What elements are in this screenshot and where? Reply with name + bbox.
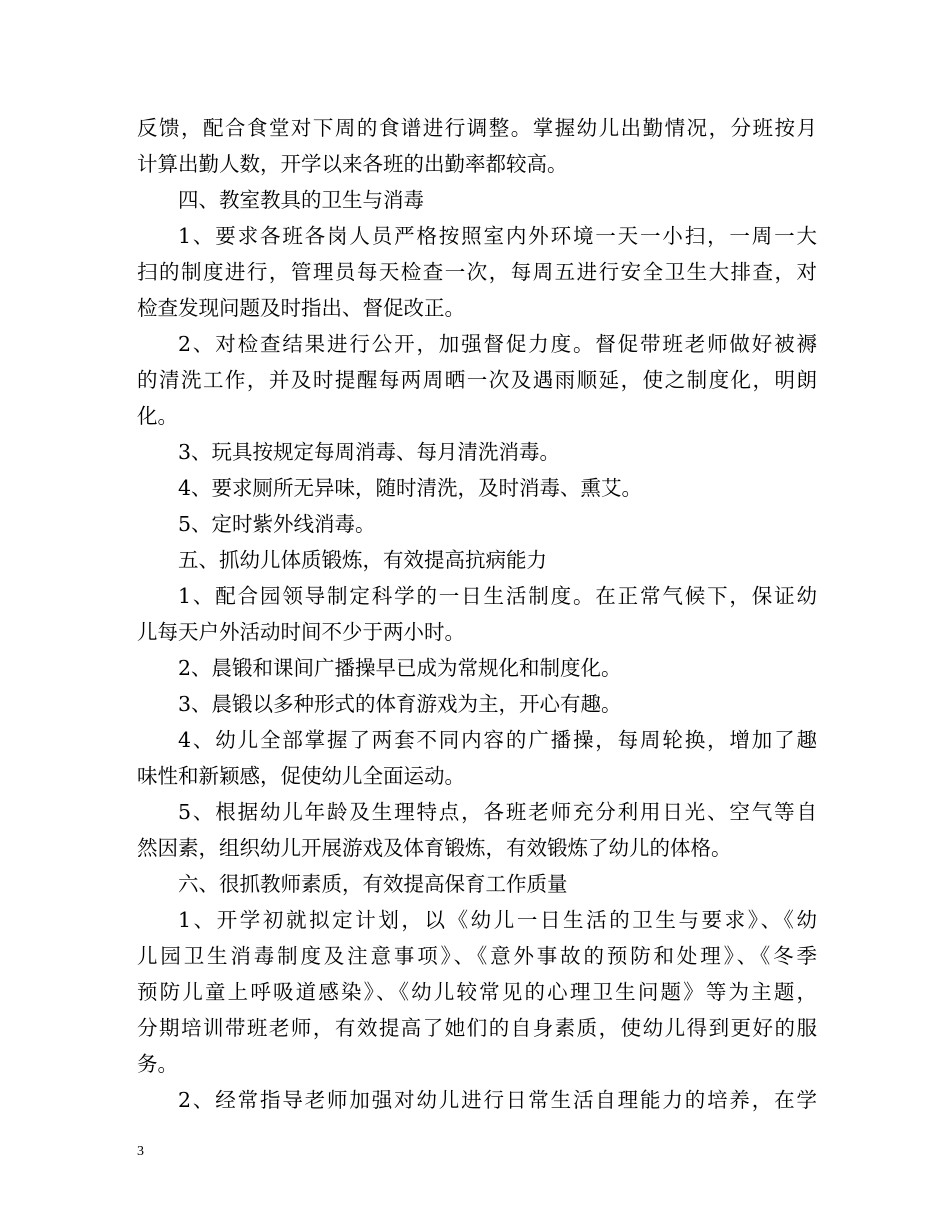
text-line: 1、配合园领导制定科学的一日生活制度。在正常气候下，保证幼 bbox=[178, 584, 817, 608]
text-line: 5、定时紫外线消毒。 bbox=[178, 512, 376, 536]
text-line: 4、要求厕所无异味，随时清洗，及时消毒、熏艾。 bbox=[178, 476, 643, 500]
text-line: 2、经常指导老师加强对幼儿进行日常生活自理能力的培养，在学 bbox=[178, 1088, 817, 1112]
text-line: 1、要求各班各岗人员严格按照室内外环境一天一小扫，一周一大 bbox=[178, 224, 817, 248]
text-line: 味性和新颖感，促使幼儿全面运动。 bbox=[137, 764, 465, 788]
text-line: 的清洗工作，并及时提醒每两周晒一次及遇雨顺延，使之制度化，明朗 bbox=[137, 368, 817, 392]
text-line: 2、晨锻和课间广播操早已成为常规化和制度化。 bbox=[178, 656, 622, 680]
text-line: 儿园卫生消毒制度及注意事项》、《意外事故的预防和处理》、《冬季 bbox=[137, 944, 817, 968]
text-line: 3、玩具按规定每周消毒、每月清洗消毒。 bbox=[178, 440, 561, 464]
section-heading: 五、抓幼儿体质锻炼，有效提高抗病能力 bbox=[178, 548, 547, 572]
page-number: 3 bbox=[137, 1144, 144, 1159]
text-line: 4、幼儿全部掌握了两套不同内容的广播操，每周轮换，增加了趣 bbox=[178, 728, 817, 752]
section-heading: 六、很抓教师素质，有效提高保育工作质量 bbox=[178, 872, 568, 896]
text-line: 1、开学初就拟定计划，以《幼儿一日生活的卫生与要求》、《幼 bbox=[178, 908, 817, 932]
text-line: 3、晨锻以多种形式的体育游戏为主，开心有趣。 bbox=[178, 692, 622, 716]
text-line: 计算出勤人数，开学以来各班的出勤率都较高。 bbox=[137, 152, 568, 176]
text-line: 5、根据幼儿年龄及生理特点，各班老师充分利用日光、空气等自 bbox=[178, 800, 817, 824]
text-line: 化。 bbox=[137, 404, 178, 428]
text-line: 检查发现问题及时指出、督促改正。 bbox=[137, 296, 465, 320]
text-line: 2、对检查结果进行公开，加强督促力度。督促带班老师做好被褥 bbox=[178, 332, 817, 356]
text-line: 分期培训带班老师，有效提高了她们的自身素质，使幼儿得到更好的服 bbox=[137, 1016, 817, 1040]
text-line: 儿每天户外活动时间不少于两小时。 bbox=[137, 620, 465, 644]
text-line: 扫的制度进行，管理员每天检查一次，每周五进行安全卫生大排查，对 bbox=[137, 260, 817, 284]
text-line: 然因素，组织幼儿开展游戏及体育锻炼，有效锻炼了幼儿的体格。 bbox=[137, 836, 732, 860]
document-body bbox=[137, 110, 817, 1118]
text-line: 预防儿童上呼吸道感染》、《幼儿较常见的心理卫生问题》等为主题， bbox=[137, 980, 817, 1004]
text-line: 务。 bbox=[137, 1052, 178, 1076]
text-line: 反馈，配合食堂对下周的食谱进行调整。掌握幼儿出勤情况，分班按月 bbox=[137, 116, 817, 140]
section-heading: 四、教室教具的卫生与消毒 bbox=[178, 188, 424, 212]
